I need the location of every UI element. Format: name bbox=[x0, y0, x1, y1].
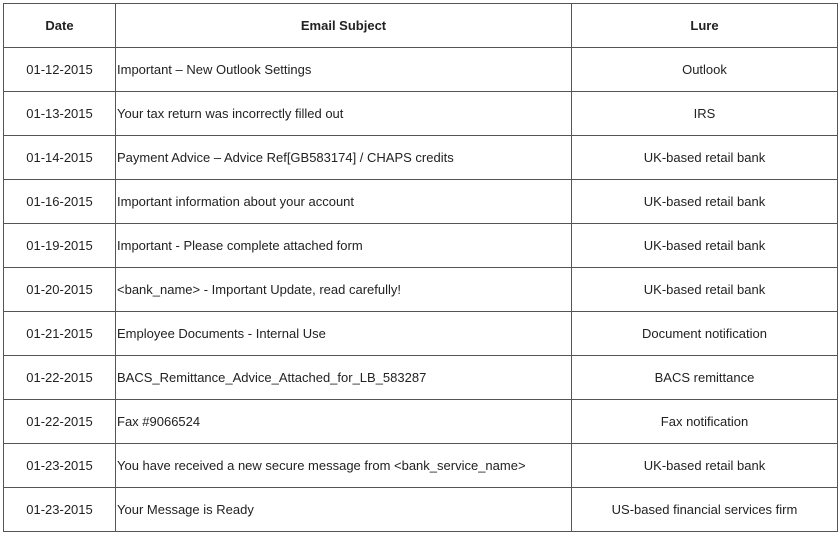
cell-lure: Document notification bbox=[572, 312, 838, 356]
cell-subject: Important - Please complete attached form bbox=[116, 224, 572, 268]
cell-subject: <bank_name> - Important Update, read carefully! bbox=[116, 268, 572, 312]
cell-lure: US-based financial services firm bbox=[572, 488, 838, 532]
table-row bbox=[4, 356, 838, 400]
email-lure-table bbox=[3, 3, 838, 532]
cell-date: 01-14-2015 bbox=[4, 136, 116, 180]
cell-lure: UK-based retail bank bbox=[572, 224, 838, 268]
cell-date: 01-13-2015 bbox=[4, 92, 116, 136]
table-row bbox=[4, 180, 838, 224]
cell-lure: Fax notification bbox=[572, 400, 838, 444]
cell-date: 01-22-2015 bbox=[4, 400, 116, 444]
header-lure: Lure bbox=[572, 4, 838, 48]
table-row bbox=[4, 136, 838, 180]
cell-subject: BACS_Remittance_Advice_Attached_for_LB_583287 bbox=[116, 356, 572, 400]
cell-lure: UK-based retail bank bbox=[572, 180, 838, 224]
table-row bbox=[4, 312, 838, 356]
cell-subject: Employee Documents - Internal Use bbox=[116, 312, 572, 356]
cell-subject: Important – New Outlook Settings bbox=[116, 48, 572, 92]
cell-subject: Your tax return was incorrectly filled out bbox=[116, 92, 572, 136]
table-row bbox=[4, 444, 838, 488]
cell-date: 01-19-2015 bbox=[4, 224, 116, 268]
cell-date: 01-16-2015 bbox=[4, 180, 116, 224]
table-row bbox=[4, 268, 838, 312]
cell-lure: UK-based retail bank bbox=[572, 136, 838, 180]
cell-subject: Important information about your account bbox=[116, 180, 572, 224]
cell-lure: UK-based retail bank bbox=[572, 444, 838, 488]
cell-date: 01-12-2015 bbox=[4, 48, 116, 92]
header-date: Date bbox=[4, 4, 116, 48]
table-row bbox=[4, 400, 838, 444]
cell-date: 01-23-2015 bbox=[4, 444, 116, 488]
header-email-subject: Email Subject bbox=[116, 4, 572, 48]
cell-lure: Outlook bbox=[572, 48, 838, 92]
cell-subject: Your Message is Ready bbox=[116, 488, 572, 532]
cell-subject: You have received a new secure message from <bank_service_name> bbox=[116, 444, 572, 488]
cell-date: 01-20-2015 bbox=[4, 268, 116, 312]
cell-date: 01-22-2015 bbox=[4, 356, 116, 400]
header-row bbox=[4, 4, 838, 48]
table-row bbox=[4, 488, 838, 532]
cell-lure: IRS bbox=[572, 92, 838, 136]
cell-date: 01-21-2015 bbox=[4, 312, 116, 356]
cell-subject: Payment Advice – Advice Ref[GB583174] / CHAPS credits bbox=[116, 136, 572, 180]
cell-date: 01-23-2015 bbox=[4, 488, 116, 532]
cell-subject: Fax #9066524 bbox=[116, 400, 572, 444]
table-row bbox=[4, 224, 838, 268]
cell-lure: BACS remittance bbox=[572, 356, 838, 400]
table-row bbox=[4, 48, 838, 92]
cell-lure: UK-based retail bank bbox=[572, 268, 838, 312]
table-row bbox=[4, 92, 838, 136]
